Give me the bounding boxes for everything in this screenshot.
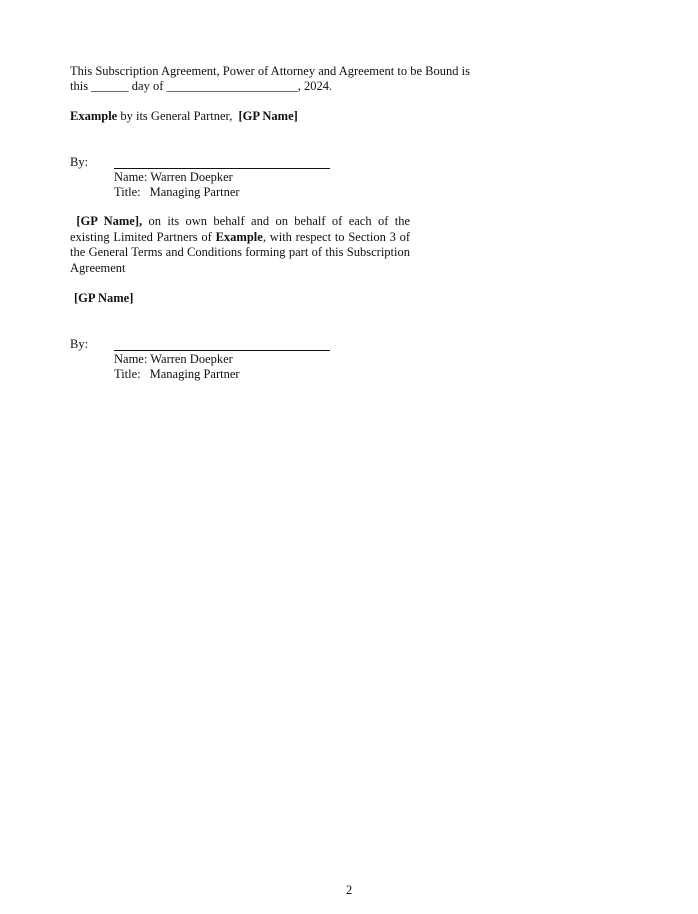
gp-name-heading: [GP Name] [74,291,134,305]
title-label-1: Title: [114,185,141,199]
page-number: 2 [346,883,353,897]
signature-line-2 [114,350,330,351]
signer-name-1: Name: Warren Doepker [114,170,233,184]
title-label-2: Title: [114,367,141,381]
by-its-text: by its General Partner, [117,109,236,123]
by-label-2: By: [70,337,89,351]
by-label-1: By: [70,155,89,169]
gp-name-lead: [GP Name], [76,214,143,228]
paragraph-text-2: , with respect to Section 3 of the General Terms and Conditions forming part of this Subscription Agreement [70,229,410,275]
entity-name: Example [70,109,118,123]
title-value-1: Managing Partner [149,185,240,199]
signature-line-1 [114,168,330,169]
gp-behalf-paragraph [70,214,410,276]
signer-name-2: Name: Warren Doepker [114,352,233,366]
paragraph-entity: Example [215,229,263,244]
signer-title-2 [114,367,240,382]
signatory-heading-1 [70,109,298,124]
title-value-2: Managing Partner [149,367,240,381]
signer-title-1 [114,185,240,200]
intro-line-2: this ______ day of _____________________, 2024. [70,79,333,93]
intro-line-1: This Subscription Agreement, Power of Attorney and Agreement to be Bound is [70,64,470,78]
paragraph-text-1: on its own behalf and on behalf of each of the existing Limited Partners of [70,214,411,244]
gp-name: [GP Name] [238,109,298,123]
